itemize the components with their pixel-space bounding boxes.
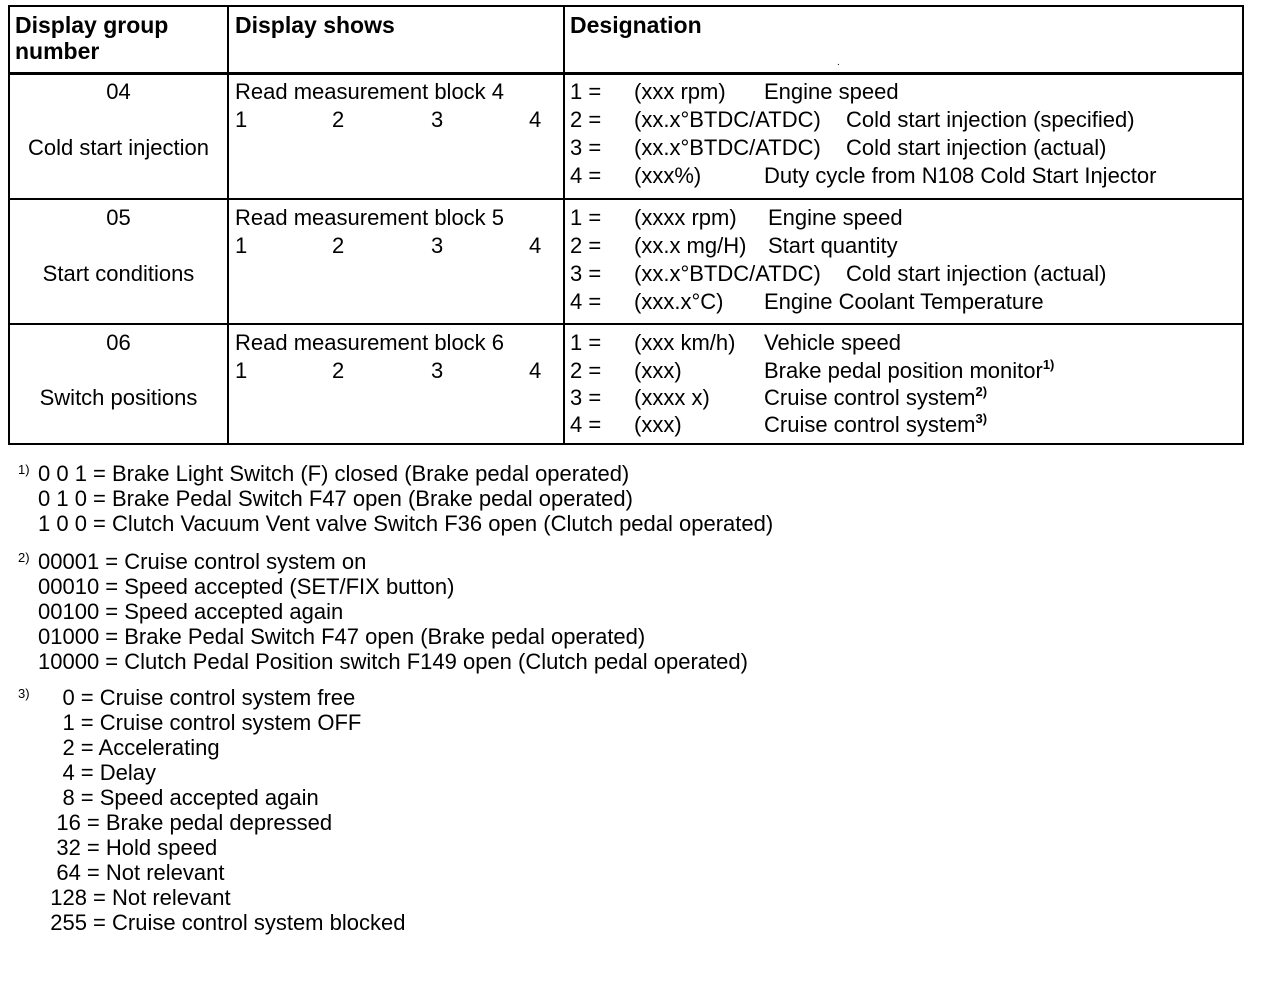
designation-value: (xxx%) bbox=[634, 163, 702, 188]
field-number: 2 bbox=[332, 358, 345, 383]
designation-value: (xxxx x) bbox=[634, 385, 710, 410]
designation-number: 4 = bbox=[570, 289, 602, 314]
footnote-ref: 2) bbox=[975, 384, 988, 399]
block-label: Read measurement block 5 bbox=[235, 205, 505, 230]
designation-number: 4 = bbox=[570, 412, 602, 437]
designation-value: (xxx) bbox=[634, 412, 682, 437]
designation-line bbox=[570, 329, 1240, 357]
measurement-table bbox=[8, 5, 1244, 445]
designation-number: 2 = bbox=[570, 233, 602, 258]
footnote-line: 1 0 0 = Clutch Vacuum Vent valve Switch F36 open (Clutch pedal operated) bbox=[38, 511, 774, 536]
designation-number: 3 = bbox=[570, 385, 602, 410]
field-number: 2 bbox=[332, 107, 345, 132]
designation-number: 2 = bbox=[570, 107, 602, 132]
designation-text: Engine speed bbox=[764, 79, 899, 104]
footnote-line: 64 = Not relevant bbox=[38, 860, 225, 885]
designation-line bbox=[570, 232, 1240, 260]
footnote-mark: 1) bbox=[18, 462, 30, 477]
footnote-line: 01000 = Brake Pedal Switch F47 open (Brake pedal operated) bbox=[38, 624, 646, 649]
footnote-line: 0 = Cruise control system free bbox=[38, 685, 356, 710]
field-numbers bbox=[235, 357, 545, 385]
designation-line bbox=[570, 260, 1240, 288]
footnote-line: 00100 = Speed accepted again bbox=[38, 599, 344, 624]
footnote-ref: 1) bbox=[1042, 357, 1055, 372]
designation-number: 3 = bbox=[570, 135, 602, 160]
field-number: 3 bbox=[431, 107, 444, 132]
field-numbers bbox=[235, 232, 545, 260]
field-number: 1 bbox=[235, 107, 248, 132]
block-label: Read measurement block 6 bbox=[235, 330, 505, 355]
header-display-group-number: Display group number bbox=[15, 12, 169, 64]
designation-number: 1 = bbox=[570, 330, 602, 355]
designation-text: Start quantity bbox=[768, 233, 898, 258]
designation-text: Cruise control system bbox=[764, 412, 976, 437]
designation-number: 4 = bbox=[570, 163, 602, 188]
designation-line bbox=[570, 384, 1240, 412]
designation-text: Cruise control system bbox=[764, 385, 976, 410]
designation-text: Brake pedal position monitor bbox=[764, 358, 1043, 383]
footnote-line: 0 0 1 = Brake Light Switch (F) closed (Brake pedal operated) bbox=[38, 461, 630, 486]
designation-value: (xxxx rpm) bbox=[634, 205, 737, 230]
designation-text: Engine Coolant Temperature bbox=[764, 289, 1044, 314]
group-number: 06 bbox=[106, 330, 131, 355]
designation-line bbox=[570, 134, 1240, 162]
row-divider bbox=[10, 323, 1242, 325]
designation-line bbox=[570, 162, 1240, 190]
footnote-line: 16 = Brake pedal depressed bbox=[38, 810, 333, 835]
designation-value: (xxx km/h) bbox=[634, 330, 736, 355]
field-number: 3 bbox=[431, 233, 444, 258]
designation-line bbox=[570, 411, 1240, 439]
designation-line bbox=[570, 106, 1240, 134]
footnote-line: 4 = Delay bbox=[38, 760, 157, 785]
designation-text: Duty cycle from N108 Cold Start Injector bbox=[764, 163, 1157, 188]
designation-value: (xx.x°BTDC/ATDC) bbox=[634, 261, 821, 286]
designation-text-wrap bbox=[764, 384, 987, 412]
designation-line bbox=[570, 204, 1240, 232]
scan-speck: . bbox=[837, 57, 840, 68]
footnote-ref: 3) bbox=[975, 411, 988, 426]
designation-text: Engine speed bbox=[768, 205, 903, 230]
field-number: 2 bbox=[332, 233, 345, 258]
footnote-line: 32 = Hold speed bbox=[38, 835, 218, 860]
designation-text-wrap bbox=[764, 411, 987, 439]
designation-text: Cold start injection (actual) bbox=[846, 261, 1107, 286]
field-numbers bbox=[235, 106, 545, 134]
header-display-shows: Display shows bbox=[235, 12, 395, 38]
designation-number: 3 = bbox=[570, 261, 602, 286]
footnote-line: 255 = Cruise control system blocked bbox=[38, 910, 406, 935]
header-divider bbox=[10, 72, 1242, 75]
group-name: Switch positions bbox=[39, 385, 198, 410]
footnote-line: 00010 = Speed accepted (SET/FIX button) bbox=[38, 574, 455, 599]
header-designation: Designation bbox=[570, 12, 702, 38]
designation-value: (xxx) bbox=[634, 358, 682, 383]
footnote-mark: 3) bbox=[18, 686, 30, 701]
footnote-line: 10000 = Clutch Pedal Position switch F149 open (Clutch pedal operated) bbox=[38, 649, 748, 674]
footnote-mark: 2) bbox=[18, 550, 30, 565]
footnote-line: 128 = Not relevant bbox=[38, 885, 231, 910]
designation-text: Vehicle speed bbox=[764, 330, 901, 355]
designation-value: (xx.x mg/H) bbox=[634, 233, 747, 258]
designation-text: Cold start injection (specified) bbox=[846, 107, 1135, 132]
group-name: Cold start injection bbox=[28, 135, 209, 160]
designation-value: (xxx.x°C) bbox=[634, 289, 724, 314]
field-number: 4 bbox=[529, 107, 542, 132]
designation-number: 1 = bbox=[570, 205, 602, 230]
designation-value: (xx.x°BTDC/ATDC) bbox=[634, 107, 821, 132]
group-name: Start conditions bbox=[42, 261, 195, 286]
field-number: 1 bbox=[235, 233, 248, 258]
footnote-line: 2 = Accelerating bbox=[38, 735, 220, 760]
block-label: Read measurement block 4 bbox=[235, 79, 505, 104]
field-number: 1 bbox=[235, 358, 248, 383]
designation-line bbox=[570, 357, 1240, 385]
designation-number: 2 = bbox=[570, 358, 602, 383]
designation-number: 1 = bbox=[570, 79, 602, 104]
designation-value: (xxx rpm) bbox=[634, 79, 726, 104]
field-number: 3 bbox=[431, 358, 444, 383]
group-number: 05 bbox=[106, 205, 131, 230]
footnote-2 bbox=[18, 550, 1218, 680]
footnote-line: 8 = Speed accepted again bbox=[38, 785, 319, 810]
footnote-line: 1 = Cruise control system OFF bbox=[38, 710, 362, 735]
footnote-line: 00001 = Cruise control system on bbox=[38, 549, 367, 574]
designation-text: Cold start injection (actual) bbox=[846, 135, 1107, 160]
field-number: 4 bbox=[529, 358, 542, 383]
designation-line bbox=[570, 78, 1240, 106]
footnote-line: 0 1 0 = Brake Pedal Switch F47 open (Brake pedal operated) bbox=[38, 486, 633, 511]
group-number: 04 bbox=[106, 79, 131, 104]
row-divider bbox=[10, 198, 1242, 200]
footnote-3 bbox=[18, 686, 1218, 938]
designation-line bbox=[570, 288, 1240, 316]
footnote-1 bbox=[18, 462, 1218, 542]
field-number: 4 bbox=[529, 233, 542, 258]
designation-text-wrap bbox=[764, 357, 1054, 385]
designation-value: (xx.x°BTDC/ATDC) bbox=[634, 135, 821, 160]
